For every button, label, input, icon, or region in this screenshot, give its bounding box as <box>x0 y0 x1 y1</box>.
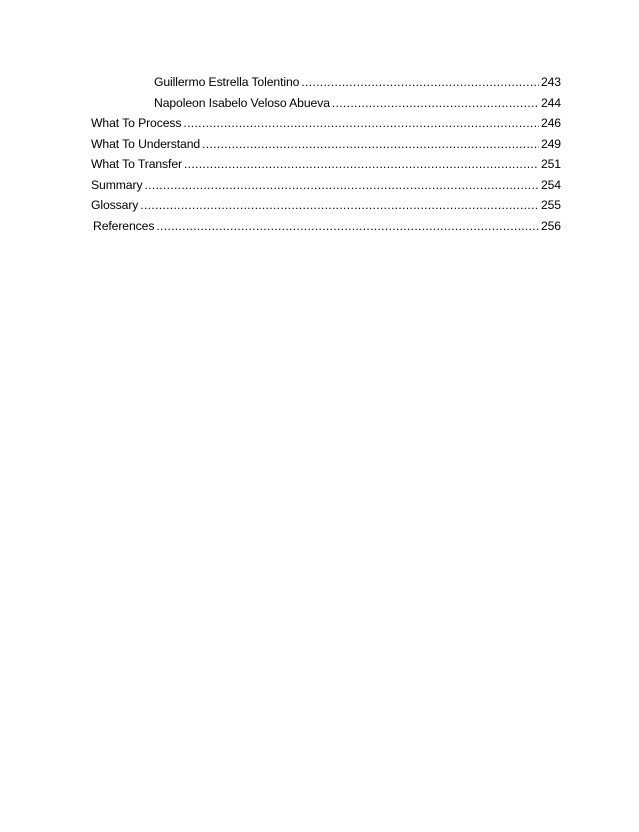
toc-entry-page-number: 249 <box>540 136 561 151</box>
toc-entry-what-to-process[interactable] <box>91 113 561 134</box>
toc-dot-leader <box>183 113 539 134</box>
toc-entry-page-number: 254 <box>540 177 561 192</box>
toc-dot-leader <box>156 216 539 237</box>
table-of-contents <box>91 72 561 236</box>
toc-entry-references[interactable] <box>91 216 561 237</box>
toc-entry-glossary[interactable] <box>91 195 561 216</box>
toc-entry-page-number: 244 <box>540 95 561 110</box>
toc-entry-page-number: 251 <box>540 157 561 171</box>
toc-entry-what-to-understand[interactable] <box>91 134 561 155</box>
toc-entry-title: What To Process <box>91 116 182 130</box>
toc-entry-title: What To Understand <box>91 136 201 151</box>
toc-entry-guillermo-estrella-tolentino[interactable] <box>91 72 561 93</box>
toc-entry-summary[interactable] <box>91 175 561 196</box>
toc-entry-title: Guillermo Estrella Tolentino <box>154 75 300 89</box>
toc-entry-title: References <box>93 218 155 233</box>
toc-entry-title: Glossary <box>91 198 139 212</box>
toc-dot-leader <box>301 72 539 93</box>
toc-entry-page-number: 255 <box>540 198 561 212</box>
toc-entry-title: Summary <box>91 177 143 192</box>
toc-dot-leader <box>140 195 539 216</box>
toc-entry-napoleon-isabelo-veloso-abueva[interactable] <box>91 93 561 114</box>
toc-dot-leader <box>144 175 539 196</box>
toc-dot-leader <box>202 134 539 155</box>
toc-dot-leader <box>332 93 539 114</box>
toc-entry-title: What To Transfer <box>91 157 182 171</box>
toc-entry-page-number: 256 <box>540 218 561 233</box>
toc-entry-title: Napoleon Isabelo Veloso Abueva <box>154 95 330 110</box>
toc-entry-page-number: 246 <box>540 116 561 130</box>
toc-entry-page-number: 243 <box>540 75 561 89</box>
toc-dot-leader <box>184 154 539 175</box>
toc-entry-what-to-transfer[interactable] <box>91 154 561 175</box>
